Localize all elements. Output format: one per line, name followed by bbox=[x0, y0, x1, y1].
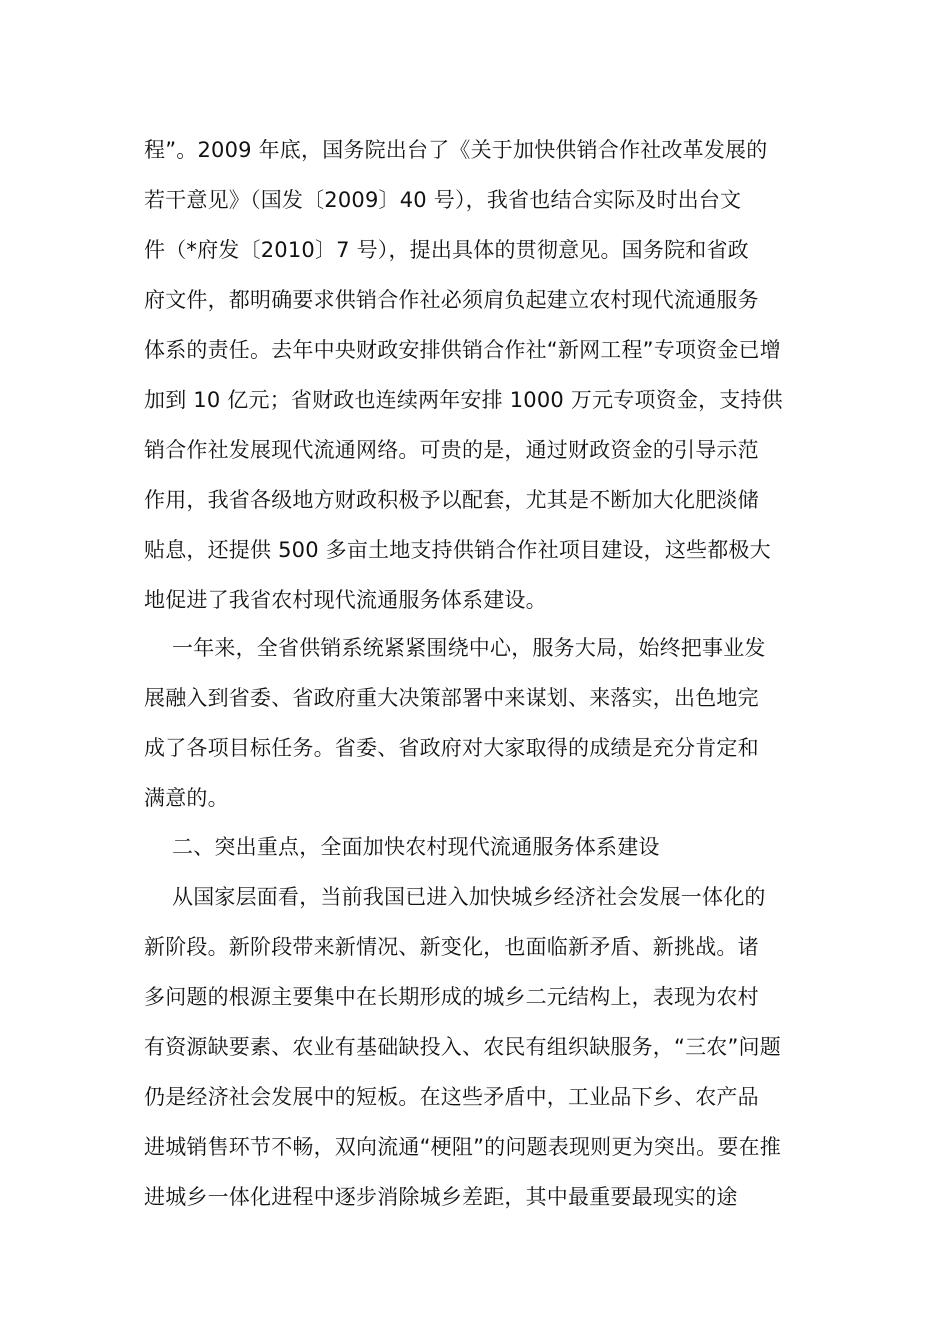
text-line: 满意的。 bbox=[144, 786, 229, 810]
text-line: 展融入到省委、省政府重大决策部署中来谋划、来落实，出色地完 bbox=[144, 686, 759, 710]
text-line: 体系的责任。去年中央财政安排供销合作社“新网工程”专项资金已增 bbox=[144, 338, 781, 362]
text-line: 有资源缺要素、农业有基础缺投入、农民有组织缺服务，“三农”问题 bbox=[144, 1035, 781, 1059]
paragraph-first-line: 一年来，全省供销系统紧紧围绕中心，服务大局，始终把事业发 bbox=[172, 636, 766, 660]
text-line: 仍是经济社会发展中的短板。在这些矛盾中，工业品下乡、农产品 bbox=[144, 1085, 759, 1109]
text-line: 成了各项目标任务。省委、省政府对大家取得的成绩是充分肯定和 bbox=[144, 736, 759, 760]
text-line: 件（*府发〔2010〕7 号），提出具体的贯彻意见。国务院和省政 bbox=[144, 238, 749, 262]
text-line: 程”。2009 年底，国务院出台了《关于加快供销合作社改革发展的 bbox=[144, 138, 768, 162]
text-line: 多问题的根源主要集中在长期形成的城乡二元结构上，表现为农村 bbox=[144, 985, 759, 1009]
text-line: 若干意见》（国发〔2009〕40 号），我省也结合实际及时出台文 bbox=[144, 188, 742, 212]
text-line: 新阶段。新阶段带来新情况、新变化，也面临新矛盾、新挑战。诸 bbox=[144, 935, 759, 959]
paragraph-first-line: 从国家层面看，当前我国已进入加快城乡经济社会发展一体化的 bbox=[172, 885, 766, 909]
text-line: 销合作社发展现代流通网络。可贵的是，通过财政资金的引导示范 bbox=[144, 438, 759, 462]
text-line: 贴息，还提供 500 多亩土地支持供销合作社项目建设，这些都极大 bbox=[144, 538, 771, 562]
text-line: 府文件，都明确要求供销合作社必须肩负起建立农村现代流通服务 bbox=[144, 288, 759, 312]
text-line: 地促进了我省农村现代流通服务体系建设。 bbox=[144, 588, 547, 612]
section-heading: 二、突出重点，全面加快农村现代流通服务体系建设 bbox=[172, 835, 660, 859]
text-line: 进城销售环节不畅，双向流通“梗阻”的问题表现则更为突出。要在推 bbox=[144, 1135, 781, 1159]
text-line: 作用，我省各级地方财政积极予以配套，尤其是不断加大化肥淡储 bbox=[144, 488, 759, 512]
text-line: 进城乡一体化进程中逐步消除城乡差距，其中最重要最现实的途 bbox=[144, 1185, 738, 1209]
text-line: 加到 10 亿元；省财政也连续两年安排 1000 万元专项资金，支持供 bbox=[144, 388, 783, 412]
